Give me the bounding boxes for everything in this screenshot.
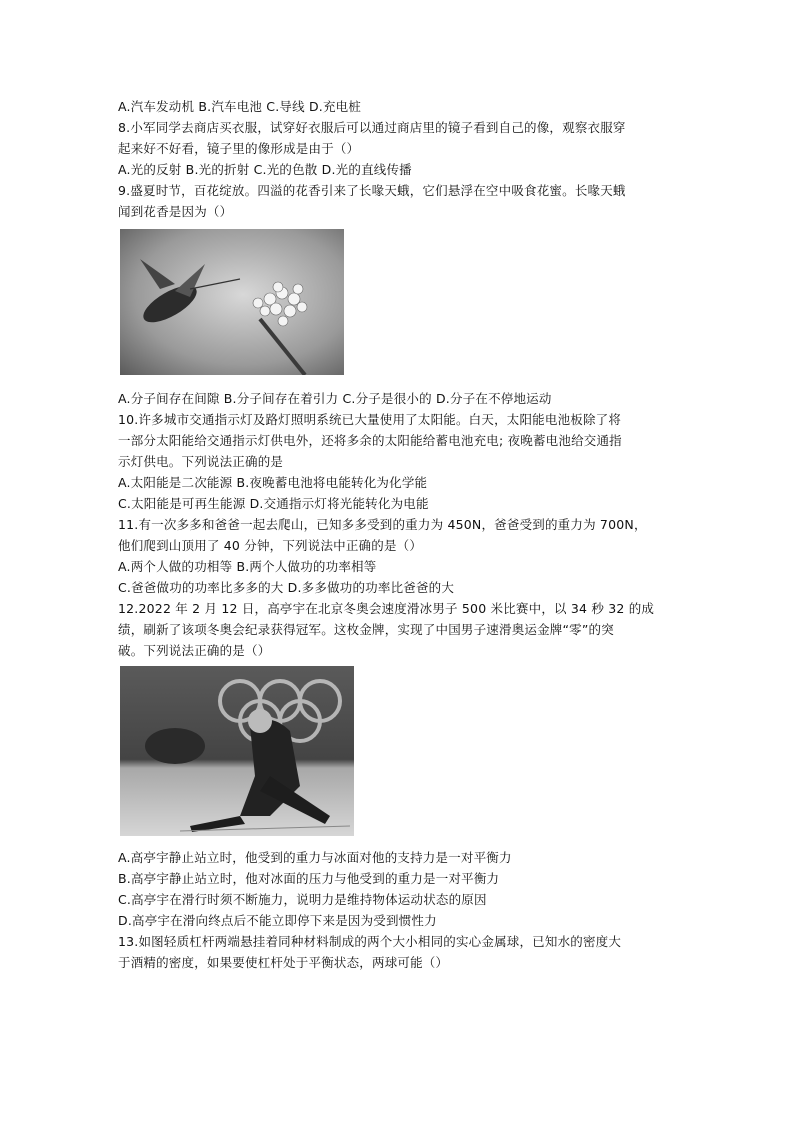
q8-stem-line-1: 8.小军同学去商店买衣服，试穿好衣服后可以通过商店里的镜子看到自己的像，观察衣服穿 [118, 120, 626, 135]
q13-stem-line-2: 于酒精的密度，如果要使杠杆处于平衡状态，两球可能（） [118, 955, 449, 970]
q12-option-c: C.高亭宇在滑行时须不断施力，说明力是维持物体运动状态的原因 [118, 892, 487, 907]
q8-options: A.光的反射 B.光的折射 C.光的色散 D.光的直线传播 [118, 162, 412, 177]
q9-options: A.分子间存在间隙 B.分子间存在着引力 C.分子是很小的 D.分子在不停地运动 [118, 391, 552, 406]
q10-stem-line-3: 示灯供电。下列说法正确的是 [118, 454, 284, 469]
q12-option-a: A.高亭宇静止站立时，他受到的重力与冰面对他的支持力是一对平衡力 [118, 850, 512, 865]
q12-stem-line-2: 绩，刷新了该项冬奥会纪录获得冠军。这枚金牌，实现了中国男子速滑奥运金牌“零”的突 [118, 622, 614, 637]
hawkmoth-flower-photo [120, 229, 344, 375]
q7-options: A.汽车发动机 B.汽车电池 C.导线 D.充电桩 [118, 99, 362, 114]
speed-skater-photo [120, 666, 354, 836]
q11-stem-line-2: 他们爬到山顶用了 40 分钟，下列说法中正确的是（） [118, 538, 423, 553]
q10-stem-line-1: 10.许多城市交通指示灯及路灯照明系统已大量使用了太阳能。白天，太阳能电池板除了将 [118, 412, 622, 427]
q10-options-ab: A.太阳能是二次能源 B.夜晚蓄电池将电能转化为化学能 [118, 475, 428, 490]
q9-stem-line-1: 9.盛夏时节，百花绽放。四溢的花香引来了长喙天蛾，它们悬浮在空中吸食花蜜。长喙天蛾 [118, 183, 626, 198]
q10-stem-line-2: 一部分太阳能给交通指示灯供电外，还将多余的太阳能给蓄电池充电; 夜晚蓄电池给交通指 [118, 433, 622, 448]
q11-options-ab: A.两个人做的功相等 B.两个人做功的功率相等 [118, 559, 377, 574]
q10-options-cd: C.太阳能是可再生能源 D.交通指示灯将光能转化为电能 [118, 496, 429, 511]
q13-stem-line-1: 13.如图轻质杠杆两端悬挂着同种材料制成的两个大小相同的实心金属球，已知水的密度大 [118, 934, 622, 949]
q12-option-b: B.高亭宇静止站立时，他对冰面的压力与他受到的重力是一对平衡力 [118, 871, 500, 886]
q9-stem-line-2: 闻到花香是因为（） [118, 204, 233, 219]
q11-options-cd: C.爸爸做功的功率比多多的大 D.多多做功的功率比爸爸的大 [118, 580, 455, 595]
q12-stem-line-3: 破。下列说法正确的是（） [118, 643, 271, 658]
q12-option-d: D.高亭宇在滑向终点后不能立即停下来是因为受到惯性力 [118, 913, 437, 928]
q12-stem-line-1: 12.2022 年 2 月 12 日，高亭宇在北京冬奥会速度滑冰男子 500 米比赛中，以 34 秒 32 的成 [118, 601, 655, 616]
q11-stem-line-1: 11.有一次多多和爸爸一起去爬山，已知多多受到的重力为 450N，爸爸受到的重力为 700N， [118, 517, 647, 532]
q8-stem-line-2: 起来好不好看，镜子里的像形成是由于（） [118, 141, 360, 156]
